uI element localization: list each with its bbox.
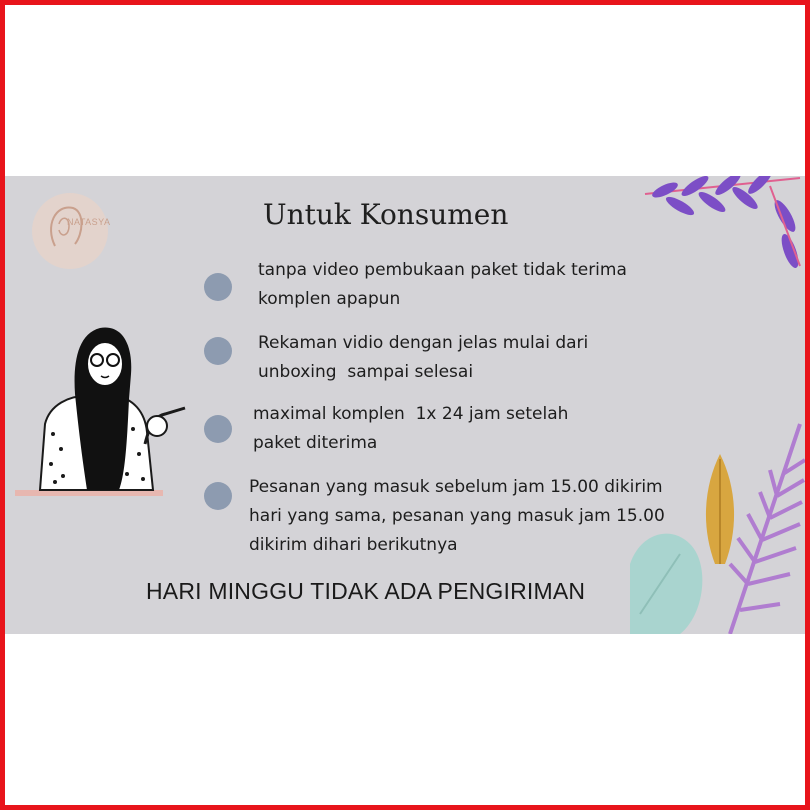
footer-notice: HARI MINGGU TIDAK ADA PENGIRIMAN: [146, 578, 586, 604]
rule-item-2: Rekaman vidio dengan jelas mulai dari unboxing sampai selesai: [258, 333, 589, 382]
tropical-leaves-decoration: [620, 414, 805, 634]
promo-banner: [5, 176, 805, 634]
purple-leaves-decoration: [640, 176, 805, 271]
rule-item-4: Pesanan yang masuk sebelum jam 15.00 dikirim hari yang sama, pesanan yang masuk jam 15.00 dikirim dihari berikutnya: [249, 477, 665, 555]
page-title: Untuk Konsumen: [263, 198, 509, 231]
rule-item-3: maximal komplen 1x 24 jam setelah paket diterima: [253, 404, 569, 453]
bullet-icon: [204, 415, 232, 443]
woman-pointing-illustration: [15, 304, 195, 504]
brand-logo-icon: [25, 186, 115, 276]
bullet-icon: [204, 482, 232, 510]
bullet-icon: [204, 273, 232, 301]
rule-item-1: tanpa video pembukaan paket tidak terima komplen apapun: [258, 260, 627, 309]
brand-logo-text: NATASYA: [67, 217, 111, 227]
bullet-icon: [204, 337, 232, 365]
